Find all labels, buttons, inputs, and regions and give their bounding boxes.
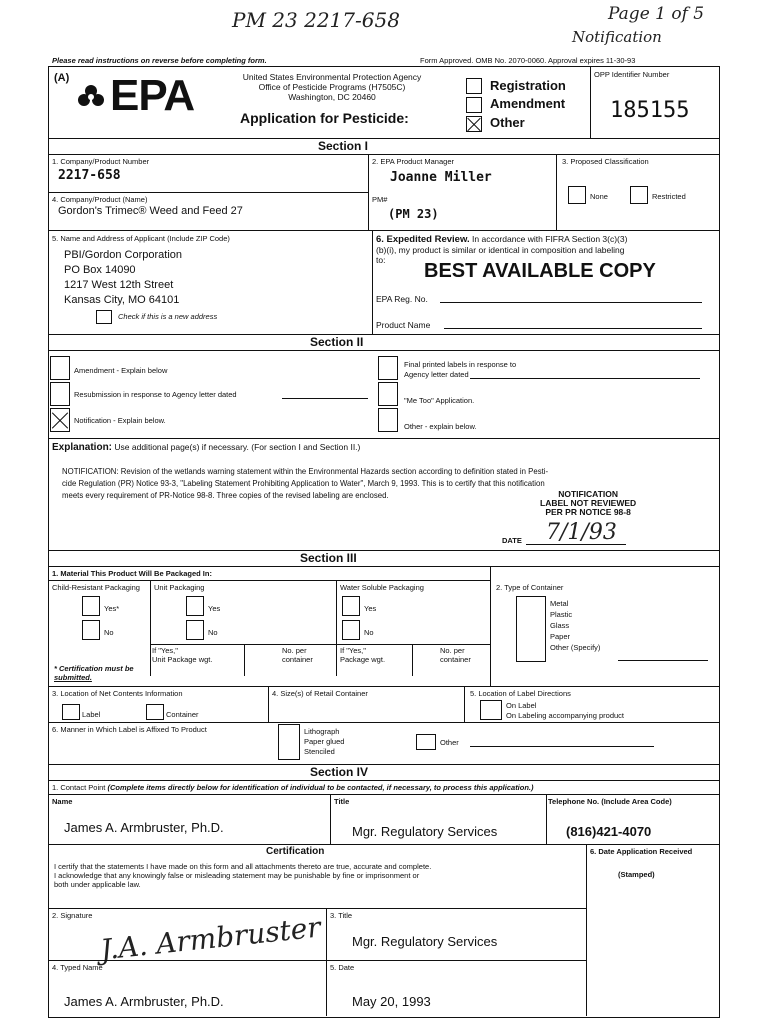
date: May 20, 1993 [352, 994, 431, 1009]
net-contents-label-checkbox[interactable] [62, 704, 80, 720]
registration-checkbox[interactable] [466, 78, 482, 94]
notification-text-1: NOTIFICATION: Revision of the wetlands warning statement within the Environmental Hazards section according to definition stated in Pesti- [62, 467, 549, 476]
read-instructions: Please read instructions on reverse before completing form. [52, 56, 267, 65]
container-type-boxes[interactable] [516, 596, 546, 662]
product-manager-label: 2. EPA Product Manager [372, 157, 454, 166]
contact-name: James A. Armbruster, Ph.D. [64, 820, 224, 835]
agency-block [216, 72, 448, 102]
form-approved: Form Approved. OMB No. 2070-0060. Approval expires 11-30-93 [420, 56, 636, 65]
product-name-line-label: Product Name [376, 320, 431, 330]
net-contents-container-checkbox[interactable] [146, 704, 164, 720]
company-product-number: 2217-658 [58, 168, 121, 183]
explanation-label: Explanation: [52, 442, 113, 453]
manner-affixed-label: 6. Manner in Which Label is Affixed To Product [52, 725, 207, 734]
affix-stenciled: Stenciled [304, 747, 335, 756]
applicant-label: 5. Name and Address of Applicant (Include ZIP Code) [52, 234, 230, 243]
retail-sizes-label: 4. Size(s) of Retail Container [272, 689, 368, 698]
phone-label: Telephone No. (Include Area Code) [548, 797, 672, 806]
water-package-weight-label: Package wgt. [340, 655, 386, 664]
unit-packaging-no-checkbox[interactable] [186, 620, 204, 640]
contact-title: Mgr. Regulatory Services [352, 824, 498, 839]
certification-text [54, 862, 584, 889]
pm-number-label: PM# [372, 195, 388, 204]
title-3: Mgr. Regulatory Services [352, 934, 498, 949]
stamp-line-2: LABEL NOT REVIEWED [540, 498, 637, 508]
expedited-review-label: 6. Expedited Review. [376, 234, 470, 245]
notification-text-2: cide Regulation (PR) Notice 93-3, "Labeling Statement Prohibiting Application to Water", March 9, 1993. This is to certify that this notification [62, 479, 545, 488]
amendment-explain-label: Amendment - Explain below [74, 366, 168, 375]
explanation-row [52, 442, 360, 453]
label-directions-checkboxes[interactable] [480, 700, 502, 720]
affix-lithograph: Lithograph [304, 727, 340, 736]
affix-paper-glued: Paper glued [304, 737, 345, 746]
expedited-review-text-3: to: [376, 255, 386, 265]
unit-package-weight-label: Unit Package wgt. [152, 655, 213, 664]
handwritten-notification-note: Notification [572, 28, 662, 46]
agency-line-3: Washington, DC 20460 [288, 92, 376, 102]
typed-name-label: 4. Typed Name [52, 963, 103, 972]
certification-title: Certification [266, 846, 325, 857]
water-soluble-yes-checkbox[interactable] [342, 596, 360, 616]
unit-packaging-yes-checkbox[interactable] [186, 596, 204, 616]
water-if-yes-label: If "Yes," [340, 646, 366, 655]
water-soluble-no-label: No [364, 628, 374, 637]
signature: J.A. Armbruster [98, 910, 323, 967]
opp-identifier-label: OPP Identifier Number [594, 70, 670, 79]
certification-text-1: I certify that the statements I have made on this form and all attachments thereto are true, accurate and complete. [54, 862, 432, 871]
epa-reg-no-label: EPA Reg. No. [376, 294, 428, 304]
signature-label: 2. Signature [52, 911, 93, 920]
stamped-label: (Stamped) [618, 870, 655, 879]
date-received-label: 6. Date Application Received [590, 847, 693, 856]
unit-packaging-no-label: No [208, 628, 218, 637]
proposed-classification-label: 3. Proposed Classification [562, 157, 649, 166]
unit-container-label: container [282, 655, 313, 664]
classification-restricted-checkbox[interactable] [630, 186, 648, 204]
water-soluble-yes-label: Yes [364, 604, 377, 613]
affix-method-list [304, 727, 344, 757]
company-product-number-label: 1. Company/Product Number [52, 157, 150, 166]
classification-none-label: None [590, 192, 608, 201]
pm-number: (PM 23) [388, 207, 439, 221]
product-name-label: 4. Company/Product (Name) [52, 195, 148, 204]
unit-if-yes-label: If "Yes," [152, 646, 178, 655]
section-4-title: Section IV [310, 765, 369, 779]
affix-other-label: Other [440, 738, 459, 747]
unit-packaging-label: Unit Packaging [154, 583, 205, 592]
on-labeling-option: On Labeling accompanying product [506, 711, 624, 720]
certification-must-label: * Certification must be [54, 664, 134, 673]
product-manager: Joanne Miller [390, 170, 492, 185]
resubmission-label: Resubmission in response to Agency letter dated [74, 390, 237, 399]
epa-flower-icon [76, 82, 106, 112]
water-container-label: container [440, 655, 471, 664]
me-too-label: "Me Too" Application. [404, 396, 475, 405]
label-directions-label: 5. Location of Label Directions [470, 689, 571, 698]
section-3-title: Section III [300, 551, 357, 565]
contact-point-label: 1. Contact Point [52, 783, 106, 792]
notification-text-3: meets every requirement of PR-Notice 98-8. Three copies of the revised labeling are enclosed. [62, 491, 389, 500]
child-resistant-label: Child-Resistant Packaging [52, 583, 140, 592]
resubmission-checkbox[interactable] [50, 382, 70, 406]
me-too-checkbox[interactable] [378, 382, 398, 406]
container-plastic: Plastic [550, 610, 573, 619]
final-labels-checkbox[interactable] [378, 356, 398, 380]
classification-none-checkbox[interactable] [568, 186, 586, 204]
other-explain-checkbox[interactable] [378, 408, 398, 432]
final-labels-label-2: Agency letter dated [404, 370, 469, 379]
expedited-review-text-2: (b)(i), my product is similar or identical in composition and labeling [376, 245, 625, 255]
applicant-line-4: Kansas City, MO 64101 [64, 294, 180, 306]
final-labels-label-1: Final printed labels in response to [404, 360, 517, 369]
epa-logo: EPA [110, 71, 195, 120]
child-resistant-no-checkbox[interactable] [82, 620, 100, 640]
agency-line-2: Office of Pesticide Programs (H7505C) [258, 82, 406, 92]
stamp-date-value: 7/1/93 [546, 520, 617, 545]
net-contents-label: 3. Location of Net Contents Information [52, 689, 183, 698]
product-name: Gordon's Trimec® Weed and Feed 27 [58, 205, 243, 217]
stamp-date-label: DATE [502, 536, 522, 545]
water-soluble-label: Water Soluble Packaging [340, 583, 424, 592]
opp-identifier-number: 185155 [610, 98, 690, 123]
net-contents-label-option: Label [82, 710, 101, 719]
applicant-address [64, 248, 182, 308]
applicant-line-3: 1217 West 12th Street [64, 279, 174, 291]
container-other: Other (Specify) [550, 643, 601, 652]
explanation-hint: Use additional page(s) if necessary. (For section I and Section II.) [114, 442, 361, 452]
section-letter: (A) [54, 72, 70, 84]
application-title: Application for Pesticide: [240, 110, 409, 126]
applicant-line-1: PBI/Gordon Corporation [64, 249, 183, 261]
child-resistant-no-label: No [104, 628, 114, 637]
container-glass: Glass [550, 621, 570, 630]
amendment-checkbox[interactable] [466, 97, 482, 113]
section-2-title: Section II [310, 335, 364, 349]
contact-point-row [52, 783, 534, 792]
other-explain-label: Other - explain below. [404, 422, 477, 431]
water-soluble-no-checkbox[interactable] [342, 620, 360, 640]
on-label-option: On Label [506, 701, 537, 710]
classification-restricted-label: Restricted [652, 192, 686, 201]
child-resistant-yes-label: Yes* [104, 604, 120, 613]
unit-packaging-yes-label: Yes [208, 604, 221, 613]
contact-name-label: Name [52, 797, 73, 806]
submitted-label: submitted. [54, 673, 92, 682]
material-label: 1. Material This Product Will Be Packaged In: [52, 569, 212, 578]
contact-title-label: Title [334, 797, 350, 806]
registration-label: Registration [490, 78, 566, 93]
container-type-list [550, 598, 600, 653]
stamp-line-3: PER PR NOTICE 98-8 [545, 507, 631, 517]
water-no-per-label: No. per [440, 646, 465, 655]
handwritten-page-number: Page 1 of 5 [608, 4, 705, 24]
phone-number: (816)421-4070 [566, 824, 652, 839]
new-address-label: Check if this is a new address [118, 312, 218, 321]
applicant-line-2: PO Box 14090 [64, 264, 136, 276]
notification-label: Notification - Explain below. [74, 416, 166, 425]
container-metal: Metal [550, 599, 569, 608]
typed-name: James A. Armbruster, Ph.D. [64, 994, 224, 1009]
child-resistant-yes-checkbox[interactable] [82, 596, 100, 616]
stamp-line-1: NOTIFICATION [558, 489, 618, 499]
new-address-checkbox[interactable] [96, 310, 112, 324]
contact-point-hint: (Complete items directly below for identification of individual to be contacted, if necessary, to process this application.) [107, 783, 534, 792]
amendment-explain-checkbox[interactable] [50, 356, 70, 380]
title-3-label: 3. Title [330, 911, 353, 920]
handwritten-reference: PM 23 2217-658 [232, 8, 400, 32]
type-container-label: 2. Type of Container [496, 583, 564, 592]
amendment-label: Amendment [490, 96, 566, 111]
net-contents-container-option: Container [166, 710, 199, 719]
date-label: 5. Date [330, 963, 355, 972]
section-1-title: Section I [318, 139, 369, 153]
affix-other-checkbox[interactable] [416, 734, 436, 750]
best-available-copy-stamp: BEST AVAILABLE COPY [424, 260, 656, 282]
container-paper: Paper [550, 632, 571, 641]
notification-stamp [540, 490, 636, 517]
notification-checkbox-checked[interactable] [50, 408, 70, 432]
certification-text-3: both under applicable law. [54, 880, 141, 889]
affix-method-checkboxes[interactable] [278, 724, 300, 760]
other-label: Other [490, 115, 525, 130]
agency-line-1: United States Environmental Protection Agency [242, 72, 422, 82]
other-checkbox-checked[interactable] [466, 116, 482, 132]
certification-text-2: I acknowledge that any knowingly false or misleading statement may be punishable by fine or imprisonment or [54, 871, 420, 880]
unit-no-per-label: No. per [282, 646, 307, 655]
expedited-review-text-1: In accordance with FIFRA Section 3(c)(3) [472, 234, 628, 244]
